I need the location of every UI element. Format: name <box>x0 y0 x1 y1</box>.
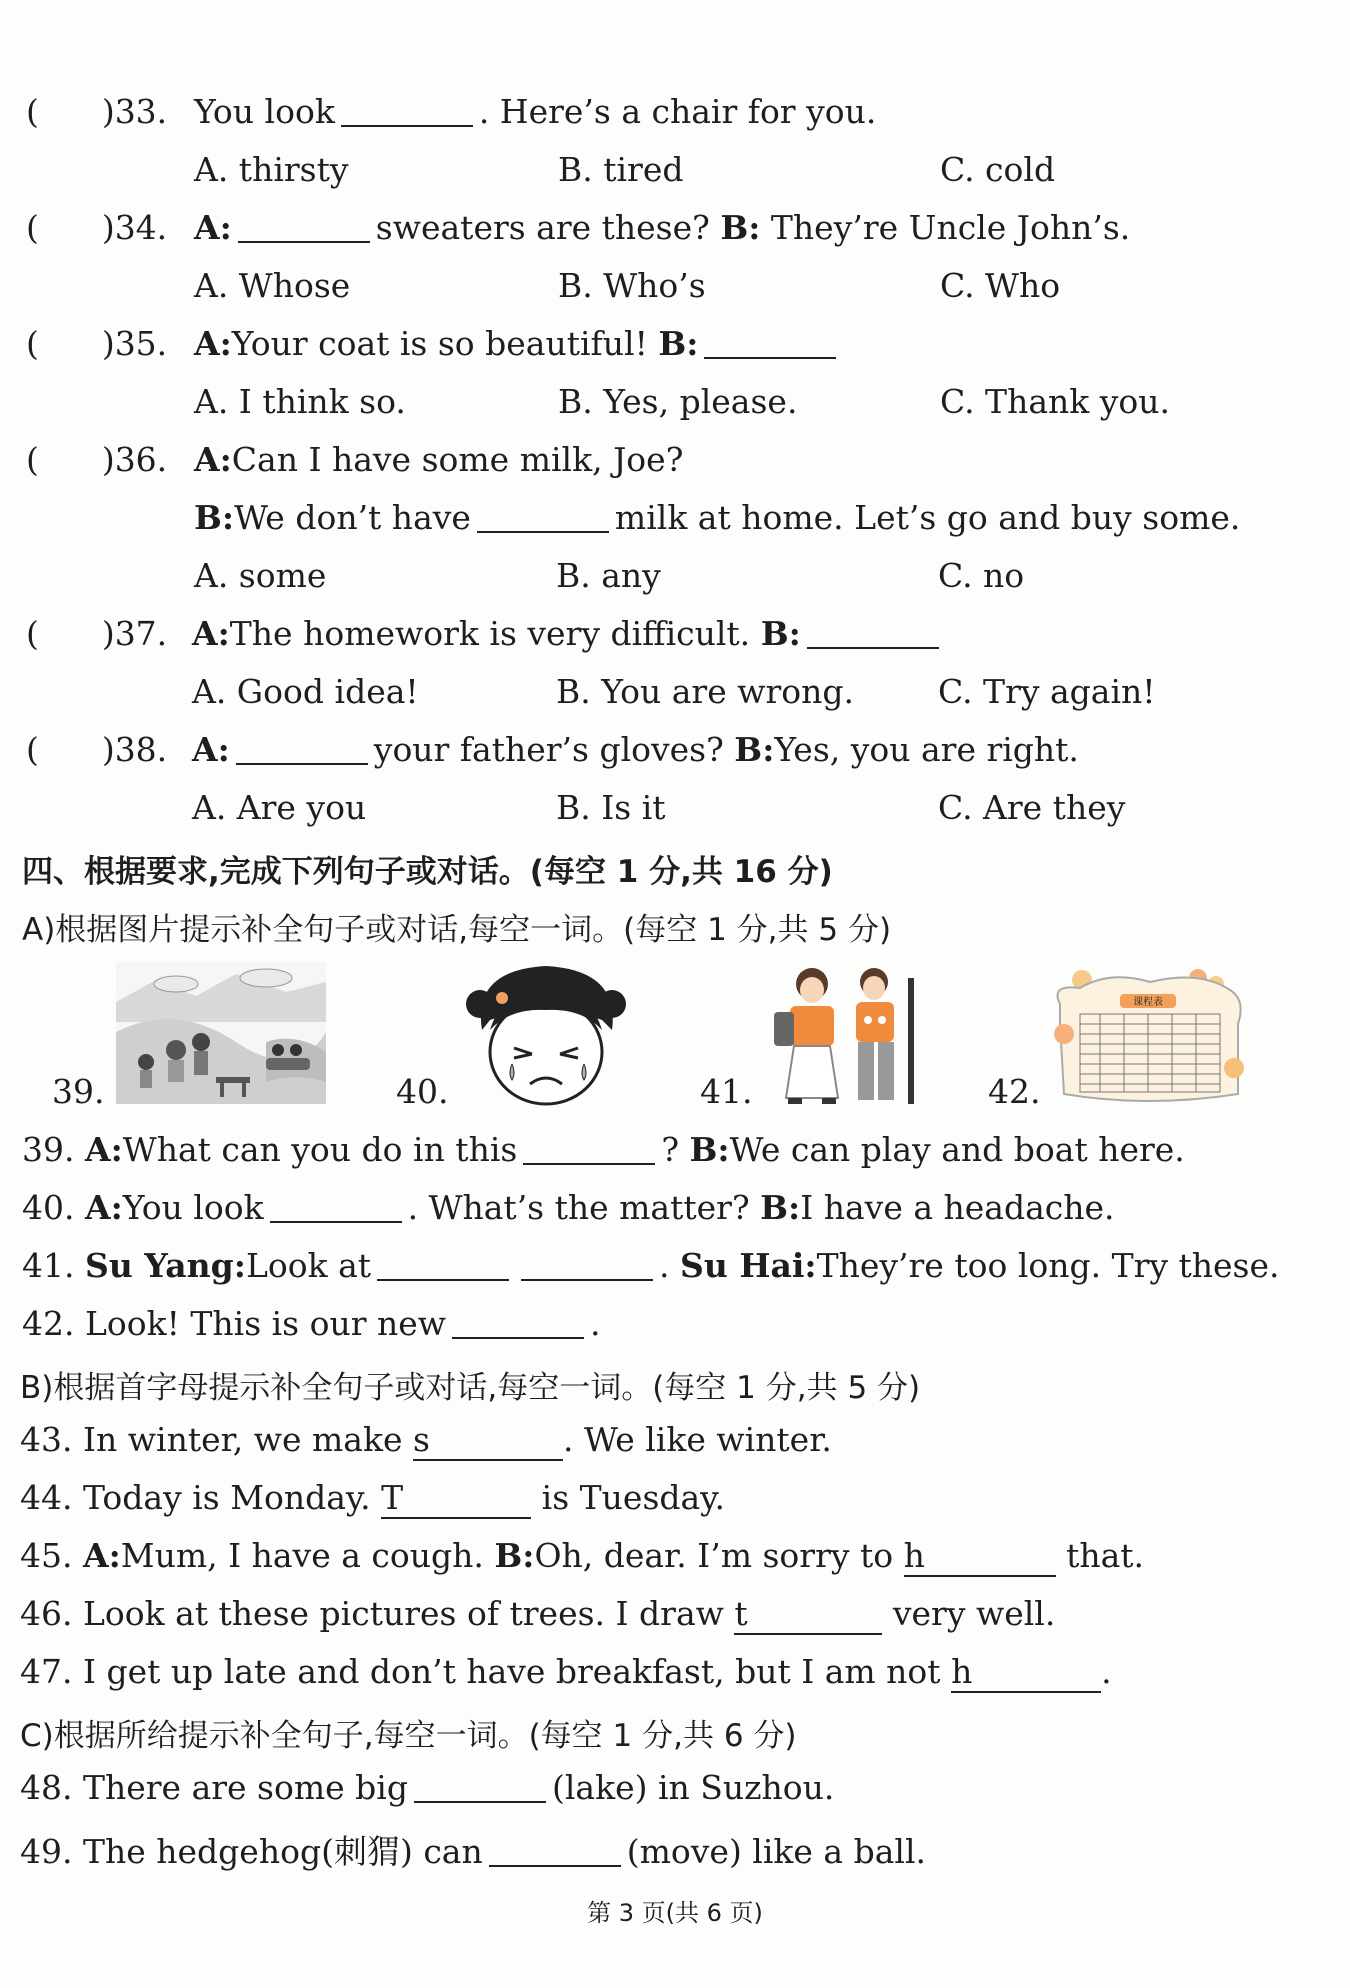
answer-blank[interactable] <box>523 1130 655 1165</box>
initial-letter: h <box>903 1536 925 1575</box>
q36-option-a[interactable]: A. some <box>194 556 327 595</box>
q36-option-c[interactable]: C. no <box>938 556 1025 595</box>
initial-letter-blank[interactable] <box>413 1420 563 1461</box>
q38-option-b[interactable]: B. Is it <box>556 788 666 827</box>
q34-option-a[interactable]: A. Whose <box>194 266 351 305</box>
initial-letter-blank[interactable] <box>734 1594 882 1635</box>
q43 <box>20 1420 832 1461</box>
initial-letter-blank[interactable] <box>904 1536 1056 1577</box>
q45-reply: Oh, dear. I’m sorry to <box>534 1536 894 1575</box>
q48 <box>20 1768 834 1807</box>
q-number: 33. <box>114 92 168 131</box>
q41 <box>22 1246 1280 1285</box>
initial-letter-blank[interactable] <box>951 1652 1101 1693</box>
initial-letter: T <box>381 1478 404 1517</box>
q37-text <box>192 614 945 653</box>
q40-prompt-end: . What’s the matter? <box>407 1188 750 1227</box>
q41-punct: . <box>659 1246 670 1285</box>
pic-label-41: 41. <box>700 1072 753 1111</box>
q-number: 42. <box>22 1304 75 1343</box>
q35-prompt: Your coat is so beautiful! <box>231 324 648 363</box>
q48-hint: (lake) in Suzhou. <box>551 1768 835 1807</box>
speaker-a: A: <box>192 730 230 769</box>
answer-blank[interactable] <box>477 498 609 533</box>
speaker-a: A: <box>194 324 232 363</box>
answer-blank[interactable] <box>377 1246 509 1281</box>
answer-blank[interactable] <box>521 1246 653 1281</box>
q38-option-c[interactable]: C. Are they <box>938 788 1126 827</box>
q35-option-a[interactable]: A. I think so. <box>194 382 406 421</box>
q41-reply: They’re too long. Try these. <box>816 1246 1280 1285</box>
q36-prompt: Can I have some milk, Joe? <box>231 440 684 479</box>
q49-hint: (move) like a ball. <box>626 1832 926 1871</box>
part-b-heading: B)根据首字母提示补全句子或对话,每空一词。(每空 1 分,共 5 分) <box>20 1370 921 1406</box>
q-number: 38. <box>114 730 168 769</box>
answer-paren[interactable]: ( ) <box>26 440 115 479</box>
q36-reply-start: We don’t have <box>234 498 471 537</box>
q-number: 36. <box>114 440 168 479</box>
trousers-picture <box>764 964 924 1108</box>
speaker-b: B: <box>760 1188 801 1227</box>
initial-letter: t <box>734 1594 748 1633</box>
speaker-b: B: <box>760 614 801 653</box>
q35-option-c[interactable]: C. Thank you. <box>940 382 1170 421</box>
answer-blank[interactable] <box>341 92 473 127</box>
q-number: 35. <box>114 324 168 363</box>
q36-text <box>194 440 683 479</box>
speaker-a: A: <box>84 1188 123 1227</box>
q41-prompt: Look at <box>245 1246 372 1285</box>
q33-line <box>26 92 167 131</box>
answer-paren[interactable]: ( ) <box>26 92 115 131</box>
q38-text <box>192 730 1079 769</box>
q38-prompt: your father’s gloves? <box>373 730 724 769</box>
q-number: 45. <box>20 1536 73 1575</box>
q40-reply: I have a headache. <box>800 1188 1115 1227</box>
q42-punct: . <box>590 1304 601 1343</box>
q42-prompt: Look! This is our new <box>84 1304 447 1343</box>
speaker-a: A: <box>84 1130 123 1169</box>
q-number: 37. <box>114 614 168 653</box>
q33-option-c[interactable]: C. cold <box>940 150 1056 189</box>
speaker-a: A: <box>194 440 232 479</box>
q39-prompt: What can you do in this <box>122 1130 518 1169</box>
q45-reply-end: that. <box>1066 1536 1145 1575</box>
section-heading: 四、根据要求,完成下列句子或对话。(每空 1 分,共 16 分) <box>22 854 833 890</box>
q36-line <box>26 440 167 479</box>
q34-text <box>194 208 1130 247</box>
speaker-b: B: <box>720 208 761 247</box>
q-number: 46. <box>20 1594 73 1633</box>
q-number: 43. <box>20 1420 73 1459</box>
q45-prompt: Mum, I have a cough. <box>120 1536 484 1575</box>
timetable-picture <box>1050 964 1246 1108</box>
answer-blank[interactable] <box>236 730 368 765</box>
speaker-b: B: <box>494 1536 535 1575</box>
q37-option-c[interactable]: C. Try again! <box>938 672 1156 711</box>
speaker-b: B: <box>658 324 699 363</box>
girl-headache-picture <box>462 960 630 1108</box>
q-number: 44. <box>20 1478 73 1517</box>
q37-line <box>26 614 167 653</box>
timetable-title: 课程表 <box>1133 997 1163 1008</box>
q45 <box>20 1536 1144 1577</box>
q38-line <box>26 730 167 769</box>
q34-option-c[interactable]: C. Who <box>940 266 1061 305</box>
q49-prompt: The hedgehog(刺猬) can <box>82 1832 483 1871</box>
answer-blank[interactable] <box>807 614 939 649</box>
part-c-heading: C)根据所给提示补全句子,每空一词。(每空 1 分,共 6 分) <box>20 1718 797 1754</box>
q36-option-b[interactable]: B. any <box>556 556 661 595</box>
q35-option-b[interactable]: B. Yes, please. <box>558 382 798 421</box>
initial-letter: s <box>413 1420 430 1459</box>
answer-blank[interactable] <box>704 324 836 359</box>
q37-option-b[interactable]: B. You are wrong. <box>556 672 854 711</box>
q42 <box>22 1304 601 1343</box>
q44-prompt: Today is Monday. <box>82 1478 371 1517</box>
speaker-a: A: <box>194 208 232 247</box>
answer-blank[interactable] <box>270 1188 402 1223</box>
q40-prompt: You look <box>122 1188 264 1227</box>
q33-prompt-end: . Here’s a chair for you. <box>478 92 877 131</box>
answer-blank[interactable] <box>489 1832 621 1867</box>
answer-paren[interactable]: ( ) <box>26 730 115 769</box>
initial-letter: h <box>951 1652 973 1691</box>
q48-prompt: There are some big <box>82 1768 408 1807</box>
q47-punct: . <box>1101 1652 1112 1691</box>
q44 <box>20 1478 725 1519</box>
page-footer: 第 3 页(共 6 页) <box>587 1899 763 1927</box>
speaker-su-hai: Su Hai: <box>680 1246 817 1285</box>
q33-option-a[interactable]: A. thirsty <box>194 150 349 189</box>
speaker-b: B: <box>194 498 235 537</box>
q47 <box>20 1652 1112 1693</box>
answer-blank[interactable] <box>414 1768 546 1803</box>
q33-prompt: You look <box>194 92 335 131</box>
q-number: 34. <box>114 208 168 247</box>
answer-paren[interactable]: ( ) <box>26 614 115 653</box>
q33-text <box>194 92 876 131</box>
q39 <box>22 1130 1185 1169</box>
q34-reply: They’re Uncle John’s. <box>770 208 1131 247</box>
answer-blank[interactable] <box>452 1304 584 1339</box>
q36-reply-end: milk at home. Let’s go and buy some. <box>614 498 1241 537</box>
park-picture <box>116 962 326 1104</box>
q40 <box>22 1188 1115 1227</box>
q39-reply: We can play and boat here. <box>729 1130 1185 1169</box>
q34-line <box>26 208 167 247</box>
q46 <box>20 1594 1055 1635</box>
q-number: 40. <box>22 1188 75 1227</box>
q47-prompt: I get up late and don’t have breakfast, but I am not <box>82 1652 941 1691</box>
q35-text <box>194 324 842 363</box>
speaker-b: B: <box>734 730 775 769</box>
pic-label-42: 42. <box>988 1072 1041 1111</box>
pic-label-40: 40. <box>396 1072 449 1111</box>
part-a-heading: A)根据图片提示补全句子或对话,每空一词。(每空 1 分,共 5 分) <box>22 912 892 948</box>
q-number: 47. <box>20 1652 73 1691</box>
q-number: 49. <box>20 1832 73 1871</box>
q46-prompt-end: very well. <box>892 1594 1056 1633</box>
q37-option-a[interactable]: A. Good idea! <box>192 672 419 711</box>
q43-prompt: In winter, we make <box>82 1420 403 1459</box>
speaker-b: B: <box>689 1130 730 1169</box>
q46-prompt: Look at these pictures of trees. I draw <box>82 1594 724 1633</box>
answer-paren[interactable]: ( ) <box>26 324 115 363</box>
q44-prompt-end: is Tuesday. <box>541 1478 725 1517</box>
q38-reply: Yes, you are right. <box>774 730 1079 769</box>
q36-text-b <box>194 498 1240 537</box>
q35-line <box>26 324 167 363</box>
answer-paren[interactable]: ( ) <box>26 208 115 247</box>
q49 <box>20 1826 926 1873</box>
answer-blank[interactable] <box>238 208 370 243</box>
speaker-a: A: <box>82 1536 121 1575</box>
speaker-a: A: <box>192 614 230 653</box>
q38-option-a[interactable]: A. Are you <box>192 788 367 827</box>
pic-label-39: 39. <box>52 1072 105 1111</box>
q33-option-b[interactable]: B. tired <box>558 150 684 189</box>
q34-option-b[interactable]: B. Who’s <box>558 266 706 305</box>
q-number: 39. <box>22 1130 75 1169</box>
speaker-su-yang: Su Yang: <box>84 1246 246 1285</box>
q43-prompt-end: . We like winter. <box>563 1420 832 1459</box>
q-number: 48. <box>20 1768 73 1807</box>
q39-punct: ? <box>661 1130 680 1169</box>
q-number: 41. <box>22 1246 75 1285</box>
initial-letter-blank[interactable] <box>381 1478 531 1519</box>
q34-prompt: sweaters are these? <box>375 208 710 247</box>
q37-prompt: The homework is very difficult. <box>229 614 751 653</box>
